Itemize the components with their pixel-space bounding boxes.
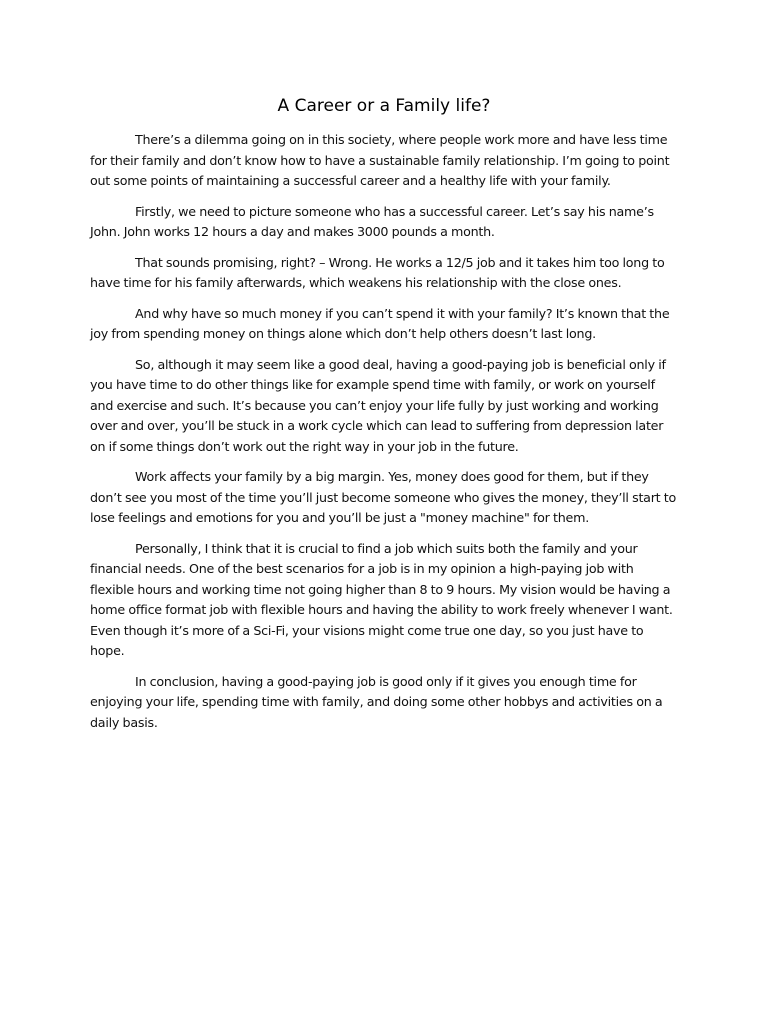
paragraph-5: So, although it may seem like a good deal, having a good-paying job is beneficial only if you have time to do other things like for example spend time with family, or work on yourself and exercise and such. It’s because you can’t enjoy your life fully by just working and working over and over, you’ll be stuck in a work cycle which can lead to suffering from depression later on if some things don’t work out the right way in your job in the future. [90,356,666,454]
paragraph-4: And why have so much money if you can’t spend it with your family? It’s known that the joy from spending money on things alone which don’t help others doesn’t last long. [90,305,670,341]
paragraph-7: Personally, I think that it is crucial to find a job which suits both the family and your financial needs. One of the best scenarios for a job is in my opinion a high-paying job with flexible hours and working time not going higher than 8 to 9 hours. My vision would be having a home office format job with flexible hours and having the ability to work freely whenever I want. Even though it’s more of a Sci-Fi, your visions might come true one day, so you just have to hope. [90,540,673,658]
document-title: A Career or a Family life? [277,96,491,116]
paragraph-6: Work affects your family by a big margin. Yes, money does good for them, but if they don’t see you most of the time you’ll just become someone who gives the money, they’ll start to lose feelings and emotions for you and you’ll be just a "money machine" for them. [90,469,677,525]
document-body [90,130,676,743]
paragraph-1: There’s a dilemma going on in this society, where people work more and have less time for their family and don’t know how to have a sustainable family relationship. I’m going to point out some points of maintaining a successful career and a healthy life with your family. [90,132,670,188]
paragraph-3: That sounds promising, right? – Wrong. He works a 12/5 job and it takes him too long to have time for his family afterwards, which weakens his relationship with the close ones. [90,254,665,290]
paragraph-2: Firstly, we need to picture someone who has a successful career. Let’s say his name’s John. John works 12 hours a day and makes 3000 pounds a month. [90,203,654,239]
paragraph-8: In conclusion, having a good-paying job is good only if it gives you enough time for enjoying your life, spending time with family, and doing some other hobbys and activities on a daily basis. [90,673,663,730]
